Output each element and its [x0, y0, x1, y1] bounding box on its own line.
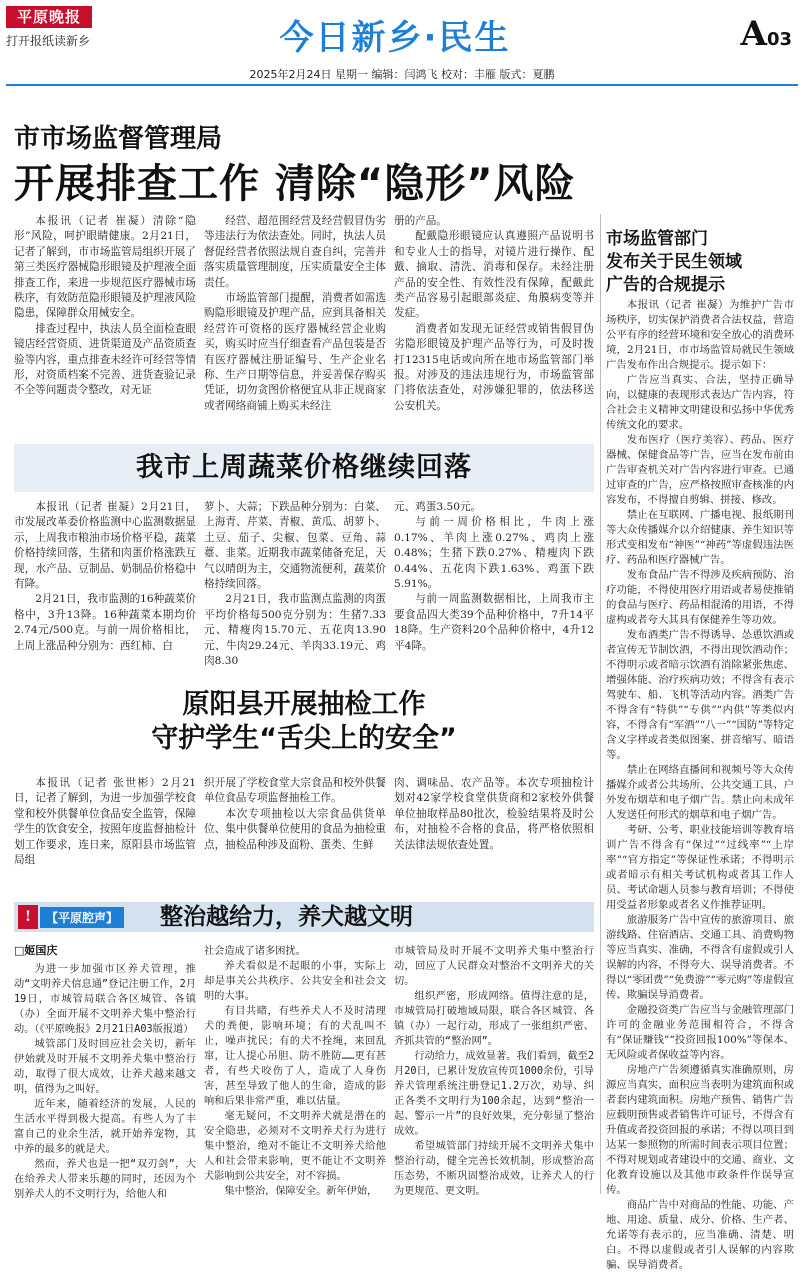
paragraph: 市场监管部门提醒，消费者如需选购隐形眼镜及护理产品，应到具备相关经营许可资格的医疗器械经营企业购买，购买时应当仔细查看产品包装是否有医疗器械注册证编号、生产企业名称、生产日期等信息，并妥善保存购买凭证，切勿贪图价格便宜从非正规商家或者网络商铺上购买未经注	[204, 292, 386, 412]
paragraph: 消费者如发现无证经营或销售假冒伪劣隐形眼镜及护理产品等行为，可及时拨打12315电话或向所在地市场监管部门举报。对涉及的违法违规行为，市场监管部门将依法查处，对涉嫌犯罪的，依法移送公安机关。	[394, 322, 594, 412]
paragraph: 经营、超范围经营及经营假冒伪劣等违法行为依法查处。同时，执法人员督促经营者依照法规自查自纠，完善并落实质量管理制度，压实质量安全主体责任。	[204, 215, 386, 289]
paragraph: 册的产品。	[394, 215, 447, 227]
paragraph: 然而，养犬也是一把“双刃剑”，大在给养犬人带来乐趣的同时，还因为个别养犬人的不文明行为，给他人和	[14, 1159, 196, 1200]
paragraph: 社会造成了诸多困扰。	[204, 946, 306, 957]
paragraph: 近年来，随着经济的发展，人民的生活水平得到极大提高。有些人为了丰富自己的业余生活，就开始养宠物，其中养的最多的就是犬。	[14, 1099, 196, 1155]
paragraph: 旅游服务广告中宣传的旅游项目、旅游线路、住宿酒店、交通工具、消费购物等应当真实、准确，不得含有虚假或引人误解的内容，不得夸大、误导消费者。不得以“零团费”“免费游”“零元购”等虚假宣传、欺骗误导消费者。	[606, 914, 794, 1001]
paragraph: 考研、公考、职业技能培训等教育培训广告不得含有“保过”“过线率”“上岸率”“官方指定”等保证性承诺；不得明示或者暗示有相关考试机构或者其工作人员、考试命题人员参与教育培训；不得使用受益者形象或者名义作推荐证明。	[606, 824, 794, 911]
paragraph: 本报讯（记者 崔凝）为维护广告市场秩序，切实保护消费者合法权益，营造公平有序的经营环境和安全放心的消费环境，2月21日，市市场监管局就民生领域广告发布作出合规提示。提示如下：	[606, 299, 794, 371]
megaphone-icon: !	[18, 905, 38, 929]
paragraph: 2月21日，我市监测点监测的肉蛋平均价格每500克分别为：生猪7.33元、精瘦肉15.70元、五花肉13.90元、牛肉29.24元、羊肉33.19元、鸡肉8.30	[204, 593, 386, 668]
paragraph: 城管部门及时回应社会关切，新年伊始就及时开展不文明养犬集中整治行动，取得了很大成效，让养犬越来越文明，值得为之叫好。	[14, 1039, 196, 1095]
paragraph: 本报讯（记者 崔凝）2月21日，市发展改革委价格监测中心监测数据显示，上周我市粮油市场价格平稳，蔬菜价格持续回落，生猪和肉蛋价格涨跌互现，水产品、豆制品、奶制品价格稳中有降。	[14, 501, 196, 591]
headline-line: 守护学生“舌尖上的安全”	[151, 723, 457, 754]
headline-line: 发布关于民生领域	[606, 252, 742, 272]
paragraph: 商品广告中对商品的性能、功能、产地、用途、质量、成分、价格、生产者、允诺等有表示的，应当准确、清楚、明白。不得以虚假或者引人误解的内容欺骗、误导消费者。	[606, 1199, 794, 1271]
paragraph: 房地产广告须遵循真实准确原则，房源应当真实，面积应当表明为建筑面积或者套内建筑面积。房地产预售、销售广告应载明预售或者销售许可证号，不得含有升值或者投资回报的承诺；不得以项目到达某一参照物的所需时间表示项目位置；不得对规划或者建设中的交通、商业、文化教育设施以及其他市政条件作误导宣传。	[606, 1064, 794, 1196]
article2-column-3	[394, 500, 594, 660]
column-author: □姬国庆	[14, 944, 58, 957]
column-headline: 整治越给力，养犬越文明	[160, 904, 413, 930]
article1-column-3	[394, 214, 594, 414]
paragraph: 希望城管部门持续开展不文明养犬集中整治行动，健全完善长效机制，形成整治高压态势，不断巩固整治成效，让养犬人的行为更规范、更文明。	[394, 1141, 594, 1197]
masthead	[0, 0, 804, 66]
article3-column-3	[394, 776, 594, 886]
paragraph: 与前一周价格相比，牛肉上涨0.17%、羊肉上涨0.27%、鸡肉上涨0.48%；生猪下跌0.27%、精瘦肉下跌0.44%、五花肉下跌1.63%、鸡蛋下跌5.91%。	[394, 516, 594, 591]
article3-column-1	[14, 776, 196, 886]
newspaper-logo: 平原晚报	[6, 6, 92, 28]
paragraph: 本报讯（记者 崔凝）清除“隐形”风险，呵护眼睛健康。2月21日，记者了解到，市市场监管局组织开展了第三类医疗器械隐形眼镜及护理液全面排查工作，来进一步规范医疗器械市场秩序，有效防范隐形眼镜及护理液风险隐患，保障群众用械安全。	[14, 215, 196, 320]
paragraph: 禁止在互联网、广播电视、报纸期刊等大众传播媒介以介绍健康、养生知识等形式变相发布“神医”“神药”等虚假违法医疗、药品和医疗器械广告。	[606, 509, 794, 566]
sidebar-text	[606, 298, 794, 1271]
column-tag: 【平原腔声】	[40, 907, 124, 928]
article1-kicker: 市市场监督管理局	[14, 124, 223, 154]
paragraph: 有目共睹，有些养犬人不及时清理犬的粪便，影响环境；有的犬乱叫不止，噪声扰民；有的犬不拴绳，来回乱窜，让人提心吊胆、防不胜防……更有甚者，有些犬咬伤了人，造成了人身伤害，甚至导致了他人的生命，造成的影响和后果非常严重，难以估量。	[204, 1006, 386, 1107]
article2-headline: 我市上周蔬菜价格继续回落	[14, 444, 594, 492]
paragraph: 行动给力，成效显著。我们看到，截至2月20日，已累计发放宣传页1000余份，引导养犬管理系统注册登记1.2万次，劝导、纠正各类不文明行为100余起，达到“整治一起、警示一片”的良好效果，充分彰显了整治成效。	[394, 1051, 594, 1137]
article3-headline	[14, 688, 594, 756]
paragraph: 禁止在网络直播间和视频号等大众传播媒介或者公共场所、公共交通工具、户外发布烟草和电子烟广告。禁止向未成年人发送任何形式的烟草和电子烟广告。	[606, 764, 794, 821]
column-text-1	[14, 962, 196, 1200]
header-rule	[6, 84, 798, 86]
column-divider	[600, 214, 601, 1194]
paragraph: 肉、调味品、农产品等。本次专项抽检计划对42家学校食堂供货商和2家校外供餐单位抽取样品80批次，检验结果将及时公布，对抽检不合格的食品，将严格依照相关法律法规依查处置。	[394, 777, 594, 851]
paragraph: 本次专项抽检以大宗食品供货单位、集中供餐单位使用的食品为抽检重点，抽检品种涉及面粉、蛋类、生鲜	[204, 807, 386, 851]
page-letter: A	[740, 14, 767, 54]
article1-headline: 开展排查工作 清除“隐形”风险	[14, 161, 576, 207]
paragraph: 发布酒类广告不得诱导、怂恿饮酒或者宣传无节制饮酒，不得出现饮酒动作；不得明示或者暗示饮酒有消除紧张焦虑、增强体能、治疗疾病功效；不得含有表示驾驶车、船、飞机等活动内容。酒类广告不得含有“特供”“专供”“内供”等类似内容，不得含有“军酒”“八一”“国防”等特定含义字样或者类似图案、拼音缩写、暗语等。	[606, 629, 794, 761]
article1-column-2	[204, 214, 386, 414]
paragraph: 市城管局及时开展不文明养犬集中整治行动，回应了人民群众对整治不文明养犬的关切。	[394, 946, 594, 987]
page-number	[741, 14, 792, 54]
paragraph: 为进一步加强市区养犬管理，推动“文明养犬信息通”登记注册工作，2月19日，市城管局联合各区城管、各镇（办）全面开展不文明养犬集中整治行动。（《平原晚报》2月21日A03版报道）	[14, 964, 196, 1035]
article3-column-2	[204, 776, 386, 886]
headline-line: 原阳县开展抽检工作	[182, 689, 426, 720]
paragraph: 本报讯（记者 张世彬）2月21日，记者了解到，为进一步加强学校食堂和校外供餐单位食品安全监管，保障学生的饮食安全，按照年度监督抽检计划工作要求，连日来，原阳县市场监管局组	[14, 777, 196, 867]
paragraph: 毫无疑问，不文明养犬就是潜在的安全隐患，必须对不文明养犬行为进行集中整治，绝对不能让不文明养犬给他人和社会带来影响，更不能让不文明养犬影响到公共安全，对不容损。	[204, 1111, 386, 1182]
sidebar-headline	[606, 228, 792, 297]
paragraph: 萝卜、大蒜；下跌品种分别为：白菜、上海青、芹菜、青椒、黄瓜、胡萝卜、土豆、茄子、尖椒、包菜、豆角、蒜薹、韭菜。近期我市蔬菜储备充足，天气以晴朗为主，交通物流便利，蔬菜价格持续回落。	[204, 501, 386, 591]
paragraph: 2月21日，我市监测的16种蔬菜价格中，3升13降。16种蔬菜本期均价2.74元/500克。与前一周价格相比，上周上涨品种分别为：西红柿、白	[14, 593, 197, 652]
slogan: 打开报纸读新乡	[6, 34, 91, 48]
section-title: 今日新乡·民生	[279, 18, 511, 58]
headline-line: 市场监管部门	[606, 229, 708, 249]
article2-column-2	[204, 500, 386, 668]
paragraph: 排查过程中，执法人员全面检查眼镜店经营资质、进货渠道及产品资质查验等内容，重点排查未经许可经营等情形，对资质档案不完善、进货查验记录不全等问题责令整改，对无证	[14, 322, 196, 397]
dateline: 2025年2月24日 星期一 编辑：闫鸿飞 校对：丰雁 版式：夏鹏	[249, 68, 555, 81]
article1-column-1	[14, 214, 196, 414]
article2-column-1	[14, 500, 196, 660]
paragraph: 养犬看似是不起眼的小事，实际上却是事关公共秩序、公共安全和社会文明的大事。	[204, 961, 386, 1002]
paragraph: 发布医疗（医疗美容）、药品、医疗器械、保健食品等广告，应当在发布前由广告审查机关对广告内容进行审查。已通过审查的广告，应严格按照审查核准的内容发布，不得擅自剪辑、拼接、修改。	[606, 434, 794, 506]
paragraph: 与前一周监测数据相比，上周我市主要食品四大类39个品种价格中，7升14平18降。生产资料20个品种价格中，4升12平4降。	[394, 593, 594, 652]
paragraph: 发布食品广告不得涉及疾病预防、治疗功能，不得使用医疗用语或者易使推销的食品与医疗、药品相混淆的用语，不得虚构或者夸大其具有保健养生等功效。	[606, 569, 794, 626]
paragraph: 金融投资类广告应当与金融管理部门许可的金融业务范围相符合，不得含有“保证赚钱”“投资回报100%”等保本、无风险或者保收益等内容。	[606, 1004, 794, 1061]
paragraph: 织开展了学校食堂大宗食品和校外供餐单位食品专项监督抽检工作。	[204, 777, 386, 805]
paragraph: 广告应当真实、合法，坚持正确导向，以健康的表现形式表达广告内容，符合社会主义精神文明建设和弘扬中华优秀传统文化的要求。	[606, 374, 794, 431]
column-text-2	[204, 944, 386, 1197]
headline-line: 广告的合规提示	[606, 275, 725, 295]
paragraph: 组织严密，形成网络。值得注意的是，市城管局打破地域局限，联合各区城管、各镇（办）一起行动，形成了一张组织严密、齐抓共管的“整治网”。	[394, 991, 594, 1047]
paragraph: 元、鸡蛋3.50元。	[394, 501, 482, 513]
paragraph: 集中整治，保障安全。新年伊始，	[224, 1186, 378, 1197]
column-text-3	[394, 944, 594, 1197]
paragraph: 配戴隐形眼镜应认真遵照产品说明书和专业人士的指导，对镜片进行操作、配戴、摘取、清洗、消毒和保存。未经注册产品的安全性、有效性没有保障，配戴此类产品容易引起眼部炎症、角膜病变等并发症。	[394, 230, 594, 320]
page-digits: 03	[766, 29, 792, 50]
